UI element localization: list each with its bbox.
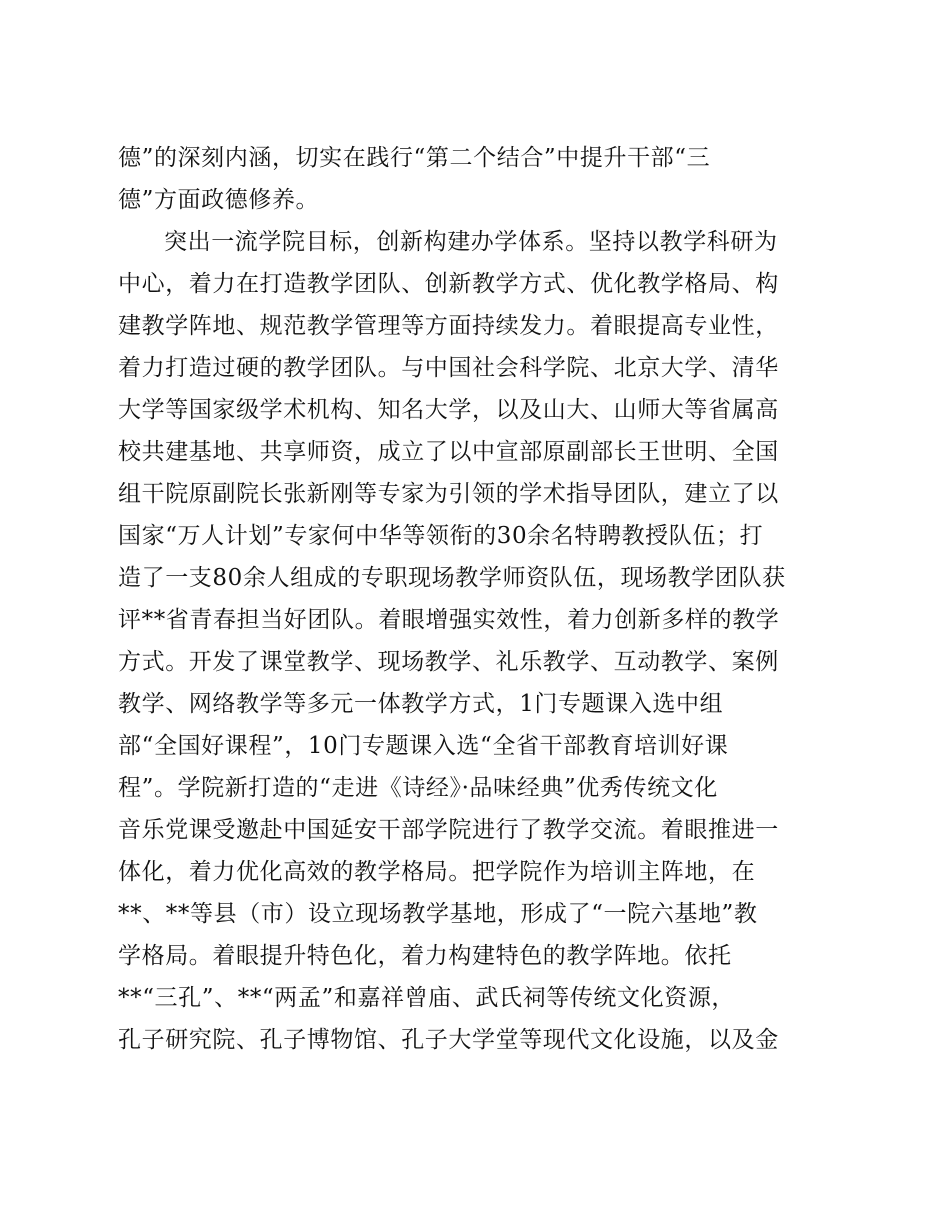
text-line: 学格局。着眼提升特色化，着力构建特色的教学阵地。依托: [118, 943, 732, 969]
text-line: 造了一支80余人组成的专职现场教学师资队伍，现场教学团队获: [118, 565, 786, 591]
text-line: 方式。开发了课堂教学、现场教学、礼乐教学、互动教学、案例: [118, 649, 779, 675]
text-line: 评**省青春担当好团队。着眼增强实效性，着力创新多样的教学: [118, 607, 780, 633]
text-line: 程”。学院新打造的“走进《诗经》·品味经典”优秀传统文化: [118, 775, 718, 801]
text-line: 部“全国好课程”，10门专题课入选“全省干部教育培训好课: [118, 733, 729, 759]
text-line: **“三孔”、**“两孟”和嘉祥曾庙、武氏祠等传统文化资源，: [118, 985, 736, 1011]
text-line: 校共建基地、共享师资，成立了以中宣部原副部长王世明、全国: [118, 439, 779, 465]
text-line: 建教学阵地、规范教学管理等方面持续发力。着眼提高专业性，: [118, 313, 779, 339]
text-line: 大学等国家级学术机构、知名大学，以及山大、山师大等省属高: [118, 397, 779, 423]
text-line: 音乐党课受邀赴中国延安干部学院进行了教学交流。着眼推进一: [118, 817, 779, 843]
paragraph-first-line: 突出一流学院目标，创新构建办学体系。坚持以教学科研为: [164, 229, 778, 255]
text-line: 德”方面政德修养。: [118, 187, 320, 213]
text-line: 教学、网络教学等多元一体教学方式，1门专题课入选中组: [118, 691, 724, 717]
text-line: 组干院原副院长张新刚等专家为引领的学术指导团队，建立了以: [118, 481, 779, 507]
text-line: 孔子研究院、孔子博物馆、孔子大学堂等现代文化设施，以及金: [118, 1027, 779, 1053]
text-line: 着力打造过硬的教学团队。与中国社会科学院、北京大学、清华: [118, 355, 779, 381]
text-line: **、**等县（市）设立现场教学基地，形成了“一院六基地”教: [118, 901, 758, 927]
text-line: 体化，着力优化高效的教学格局。把学院作为培训主阵地，在: [118, 859, 756, 885]
text-line: 德”的深刻内涵，切实在践行“第二个结合”中提升干部“三: [118, 145, 711, 171]
text-line: 中心，着力在打造教学团队、创新教学方式、优化教学格局、构: [118, 271, 779, 297]
text-line: 国家“万人计划”专家何中华等领衔的30余名特聘教授队伍；打: [118, 523, 764, 549]
